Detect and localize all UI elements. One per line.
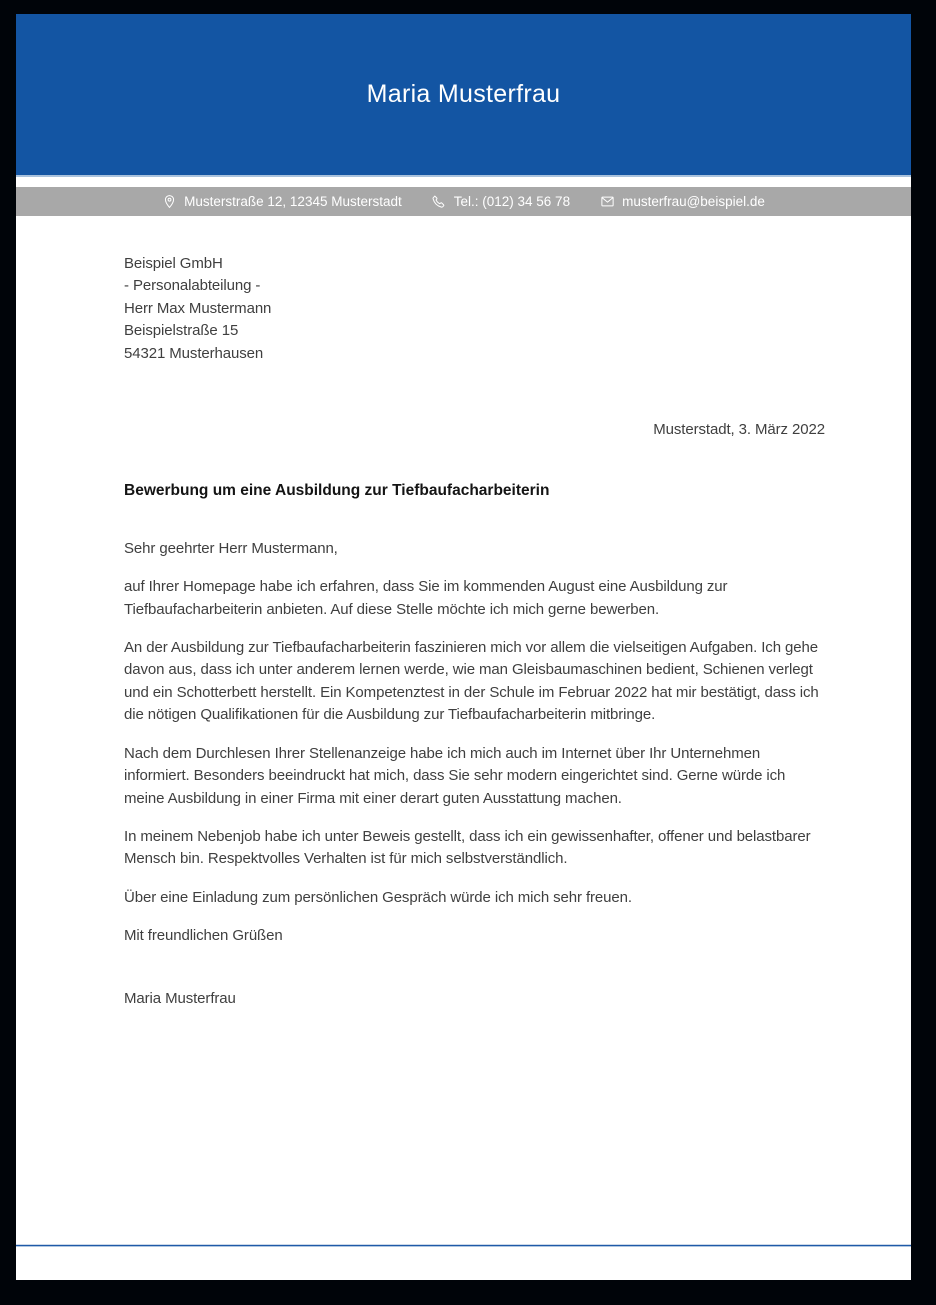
closing-phrase: Mit freundlichen Grüßen xyxy=(124,927,283,945)
letter-paragraph: In meinem Nebenjob habe ich unter Beweis gestellt, dass ich ein gewissenhafter, offener und belastbarer Mensch bin. Respektvolles Verhalten ist für mich selbstverständlich. xyxy=(124,827,811,868)
recipient-city: 54321 Musterhausen xyxy=(124,344,264,362)
contact-phone-text: Tel.: (012) 34 56 78 xyxy=(453,194,571,209)
contact-address xyxy=(162,194,402,209)
salutation: Sehr geehrter Herr Mustermann, xyxy=(124,539,338,557)
subject-line: Bewerbung um eine Ausbildung zur Tiefbaufacharbeiterin xyxy=(124,482,550,500)
location-pin-icon xyxy=(162,194,177,209)
contact-address-text: Musterstraße 12, 12345 Musterstadt xyxy=(184,194,402,209)
date-line: Musterstadt, 3. März 2022 xyxy=(653,421,825,439)
sender-name: Maria Musterfrau xyxy=(366,80,561,108)
letter-header-banner xyxy=(16,14,911,177)
envelope-icon xyxy=(600,194,615,209)
letter-paragraph: Nach dem Durchlesen Ihrer Stellenanzeige habe ich mich auch im Internet über Ihr Unternehmen informiert. Besonders beeindruckt hat mich, dass Sie sehr modern eingerichtet sind. Gerne würde ich meine Ausbildung in einer Firma mit einer derart guten Ausstattung machen. xyxy=(124,744,786,807)
header-divider-gap xyxy=(16,177,911,187)
recipient-company: Beispiel GmbH xyxy=(124,255,223,272)
contact-email xyxy=(600,194,765,209)
letter-paragraph: An der Ausbildung zur Tiefbaufacharbeiterin faszinieren mich vor allem die vielseitigen Aufgaben. Ich gehe davon aus, dass ich unter anderem lernen werde, wie man Gleisbaumaschinen bedient, Schienen verlegt und ein Schotterbett herstellt. Ein Kompetenztest in der Schule im Februar 2022 hat mir bestätigt, dass ich die nötigen Qualifikationen für die Ausbildung zur Tiefbaufacharbeiterin mitbringe. xyxy=(124,639,819,724)
recipient-address-block xyxy=(124,253,825,365)
recipient-street: Beispielstraße 15 xyxy=(124,322,239,340)
recipient-person: Herr Max Mustermann xyxy=(124,299,272,317)
recipient-department: - Personalabteilung - xyxy=(124,277,261,295)
letter-page xyxy=(16,14,911,1280)
footer-accent-line xyxy=(16,1244,911,1247)
contact-phone xyxy=(432,194,570,209)
contact-bar xyxy=(16,187,911,216)
contact-email-text: musterfrau@beispiel.de xyxy=(622,194,765,209)
signature-name: Maria Musterfrau xyxy=(124,989,236,1007)
letter-paragraph: auf Ihrer Homepage habe ich erfahren, dass Sie im kommenden August eine Ausbildung zur Tiefbaufacharbeiterin anbieten. Auf diese Stelle möchte ich mich gerne bewerben. xyxy=(124,578,728,618)
phone-icon xyxy=(432,194,447,209)
letter-body xyxy=(16,216,911,1010)
letter-paragraph: Über eine Einladung zum persönlichen Gespräch würde ich mich sehr freuen. xyxy=(124,888,632,906)
